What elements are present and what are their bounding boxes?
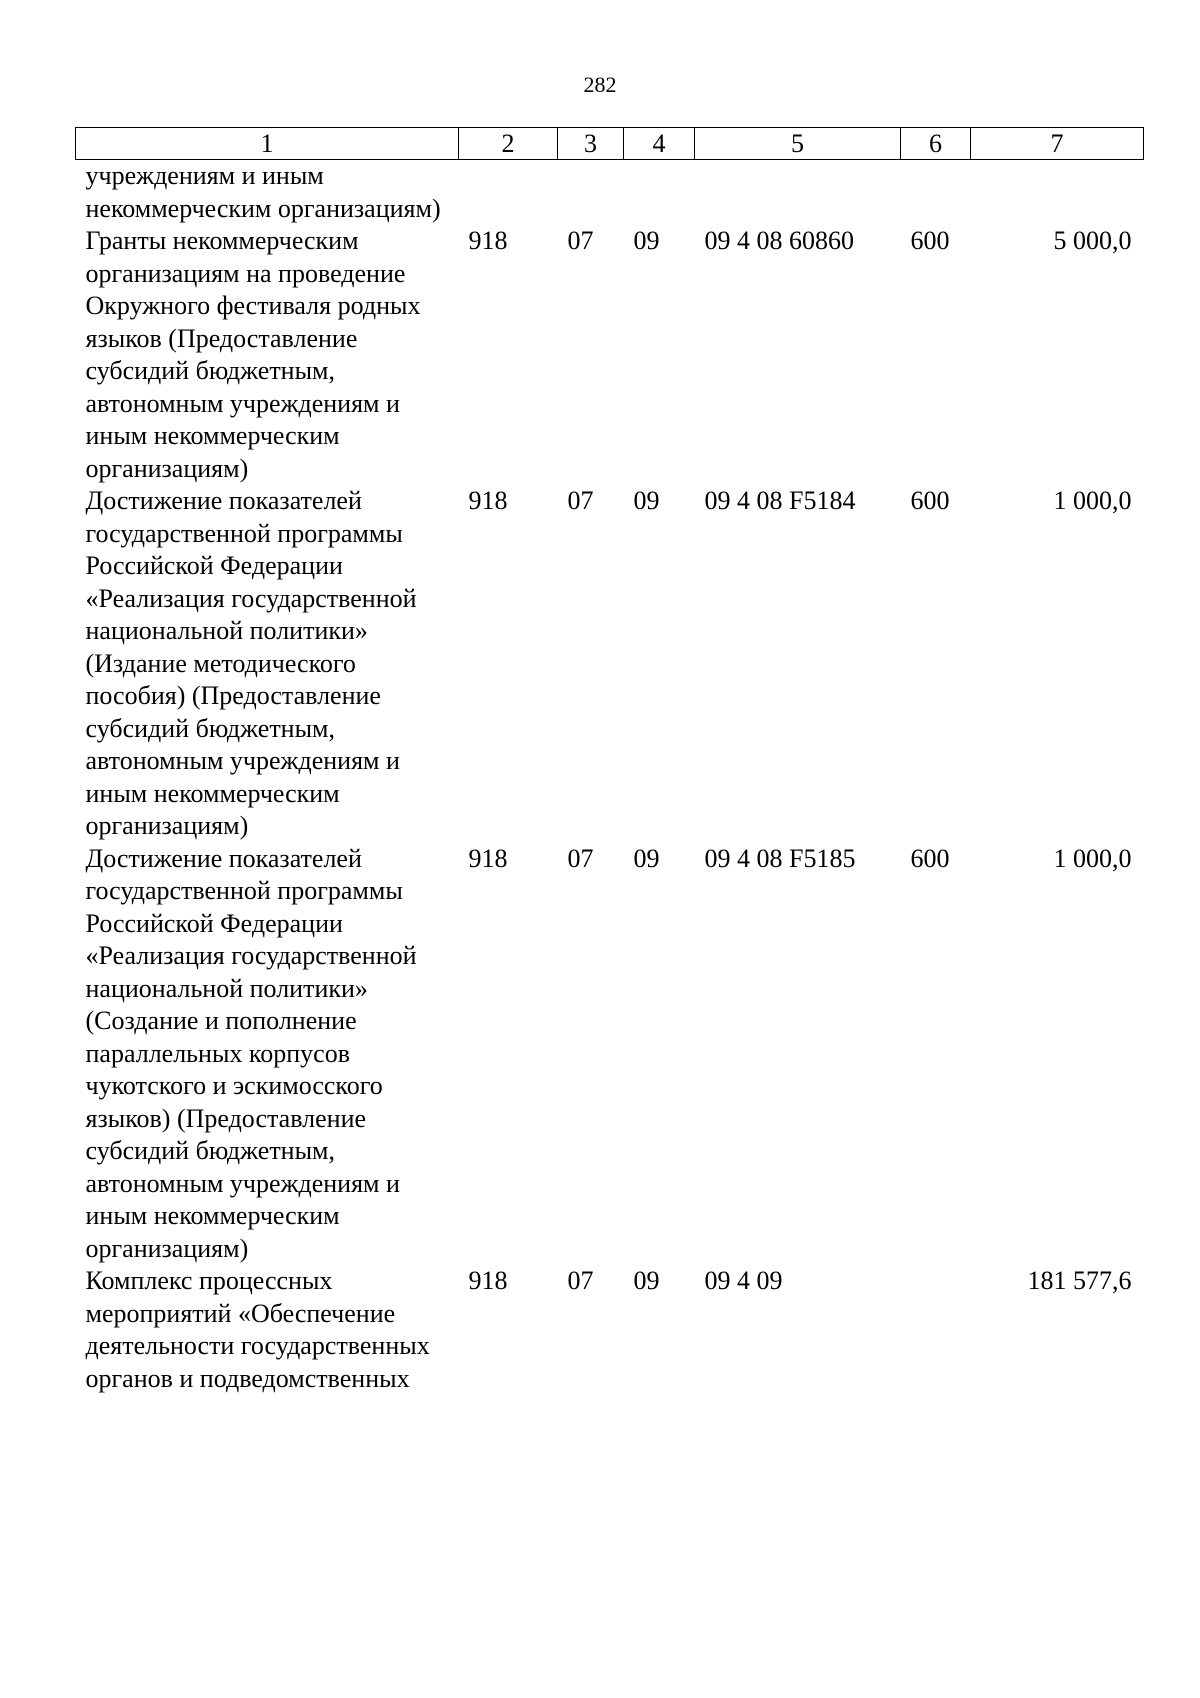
row-amount: 5 000,0 <box>1053 226 1132 255</box>
row-expense-type: 600 <box>910 843 950 873</box>
table-header <box>76 128 1144 160</box>
header-col-1: 1 <box>76 128 459 160</box>
row-subsection <box>624 160 695 226</box>
row-admin-code: 918 <box>468 486 508 515</box>
row-amount: 181 577,6 <box>1027 1266 1132 1295</box>
row-target-item <box>695 160 901 226</box>
row-expense-type <box>901 160 971 226</box>
row-expense-type <box>901 1265 971 1395</box>
row-section: 07 <box>567 226 594 255</box>
row-name: Достижение показателей государственной программы Российской Федерации «Реализация государственной национальной политики» (Создание и пополнение параллельных корпусов чукотского и эскимосского языков) (Предоставление субсидий бюджетным, автономным учреждениям и иным некоммерческим организациям) <box>85 843 417 1263</box>
row-name: Комплекс процессных мероприятий «Обеспечение деятельности государственных органов и подведомственных <box>85 1266 430 1393</box>
row-admin-code: 918 <box>468 226 508 255</box>
table-row <box>76 160 1144 226</box>
row-name: Достижение показателей государственной программы Российской Федерации «Реализация государственной национальной политики» (Издание методического пособия) (Предоставление субсидий бюджетным, автономным учреждениям и иным некоммерческим организациям) <box>85 486 417 840</box>
row-section <box>558 160 624 226</box>
row-section: 07 <box>567 1266 594 1295</box>
header-col-4: 4 <box>624 128 695 160</box>
header-col-2: 2 <box>459 128 558 160</box>
table-row <box>76 485 1144 843</box>
row-admin-code: 918 <box>468 1266 508 1295</box>
row-amount: 1 000,0 <box>1053 486 1132 515</box>
table-row <box>76 843 1144 1266</box>
table-row <box>76 1265 1144 1395</box>
header-row <box>76 128 1144 160</box>
table-row <box>76 225 1144 485</box>
page-number: 282 <box>583 72 617 97</box>
row-amount <box>971 160 1144 226</box>
header-col-7: 7 <box>971 128 1144 160</box>
row-expense-type: 600 <box>910 226 950 255</box>
row-subsection: 09 <box>633 1266 660 1295</box>
row-subsection: 09 <box>633 226 660 255</box>
row-name: Гранты некоммерческим организациям на проведение Окружного фестиваля родных языков (Предоставление субсидий бюджетным, автономным учреждениям и иным некоммерческим организациям) <box>85 226 421 483</box>
row-target-item: 09 4 08 60860 <box>704 226 854 255</box>
row-target-item: 09 4 09 <box>704 1266 783 1295</box>
row-admin-code <box>459 160 558 226</box>
row-section: 07 <box>567 843 594 873</box>
row-target-item: 09 4 08 F5185 <box>704 843 856 873</box>
row-admin-code: 918 <box>468 843 508 873</box>
row-section: 07 <box>567 486 594 515</box>
budget-table <box>75 127 1144 1395</box>
row-subsection: 09 <box>633 486 660 515</box>
table-body <box>76 160 1144 1396</box>
header-col-5: 5 <box>695 128 901 160</box>
row-target-item: 09 4 08 F5184 <box>704 486 856 515</box>
row-amount: 1 000,0 <box>1053 843 1132 873</box>
row-subsection: 09 <box>633 843 660 873</box>
header-col-3: 3 <box>558 128 624 160</box>
row-name: учреждениям и иным некоммерческим организациям) <box>85 161 441 223</box>
header-col-6: 6 <box>901 128 971 160</box>
row-expense-type: 600 <box>910 486 950 515</box>
